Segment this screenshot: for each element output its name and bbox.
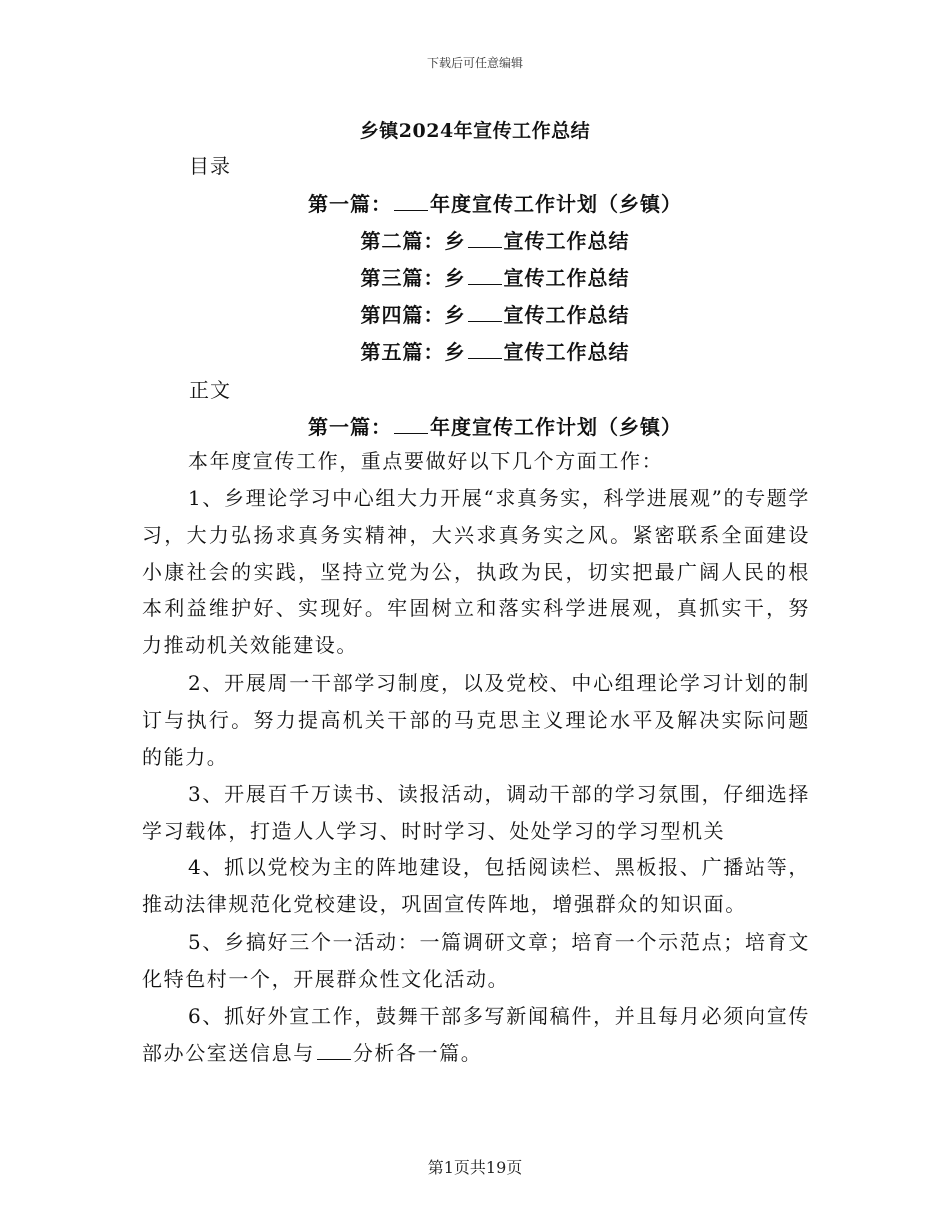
blank-underline [468, 305, 502, 322]
blank-underline [394, 417, 428, 434]
toc-item-suffix: 宣传工作总结 [503, 340, 630, 364]
paragraph-6-suffix: 分析各一篇。 [352, 1040, 483, 1065]
section-heading-prefix: 第一篇： [308, 415, 392, 439]
document-title: 乡镇2024年宣传工作总结 [359, 120, 591, 142]
paragraph-intro: 本年度宣传工作，重点要做好以下几个方面工作： [188, 449, 664, 473]
toc-item-prefix: 第一篇： [308, 192, 392, 216]
toc-item-suffix: 年度宣传工作计划（乡镇） [430, 192, 682, 216]
paragraph-1: 1、乡理论学习中心组大力开展“求真务实，科学进展观”的专题学习，大力弘扬求真务实精神，大兴求真务实之风。紧密联系全面建设小康社会的实践，坚持立党为公，执政为民，切实把最广阔人民的根本利益维护好、实现好。牢固树立和落实科学进展观，真抓实干，努力推动机关效能建设。 [142, 486, 810, 658]
toc-item-prefix: 第四篇：乡 [360, 303, 466, 327]
toc-item-5 [0, 336, 950, 365]
toc-label: 目录 [189, 154, 231, 178]
toc-item-3 [0, 262, 950, 291]
paragraph-2: 2、开展周一干部学习制度，以及党校、中心组理论学习计划的制订与执行。努力提高机关干部的马克思主义理论水平及解决实际问题的能力。 [142, 671, 810, 769]
toc-item-suffix: 宣传工作总结 [503, 303, 630, 327]
toc-item-4 [0, 299, 950, 328]
blank-underline [468, 231, 502, 248]
blank-underline [394, 194, 428, 211]
toc-item-prefix: 第二篇：乡 [360, 229, 466, 253]
toc-item-2 [0, 225, 950, 254]
section-heading [0, 411, 950, 440]
header-note: 下载后可任意编辑 [426, 56, 523, 70]
toc-item-1 [0, 188, 950, 217]
toc-item-suffix: 宣传工作总结 [503, 229, 630, 253]
paragraph-4: 4、抓以党校为主的阵地建设，包括阅读栏、黑板报、广播站等，推动法律规范化党校建设，巩固宣传阵地，增强群众的知识面。 [142, 855, 810, 916]
toc-item-prefix: 第三篇：乡 [360, 266, 466, 290]
paragraph-6-prefix: 6、抓好外宣工作，鼓舞干部多写新闻稿件，并且每月必须向宣传部办公室送信息与 [142, 1004, 810, 1065]
section-heading-suffix: 年度宣传工作计划（乡镇） [430, 415, 682, 439]
paragraph-3: 3、开展百千万读书、读报活动，调动干部的学习氛围，仔细选择学习载体，打造人人学习、时时学习、处处学习的学习型机关 [142, 782, 810, 843]
paragraph-6 [142, 998, 810, 1072]
blank-underline [317, 1043, 351, 1060]
blank-underline [468, 268, 502, 285]
toc-item-prefix: 第五篇：乡 [360, 340, 466, 364]
paragraph-5: 5、乡搞好三个一活动：一篇调研文章；培育一个示范点；培育文化特色村一个，开展群众性文化活动。 [142, 930, 810, 991]
page-footer: 第1页共19页 [427, 1158, 523, 1177]
toc-item-suffix: 宣传工作总结 [503, 266, 630, 290]
body-label: 正文 [189, 378, 231, 402]
blank-underline [468, 342, 502, 359]
